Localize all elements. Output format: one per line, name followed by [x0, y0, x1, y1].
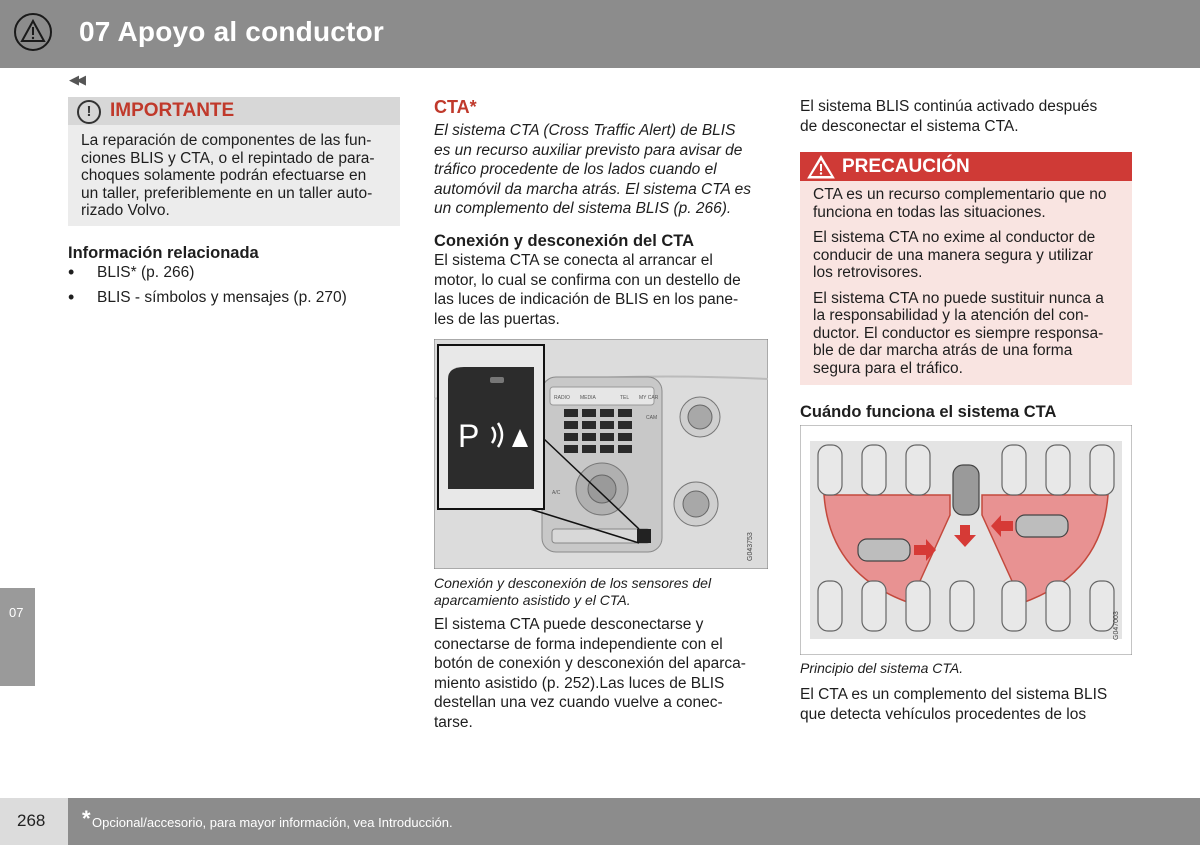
previous-page-icon[interactable]: ◀◀ — [69, 72, 83, 87]
media-button-label: MEDIA — [580, 395, 596, 401]
caution-line: los retrovisores. — [813, 264, 923, 281]
tel-button-label: TEL — [620, 395, 630, 401]
caution-box — [800, 152, 1132, 385]
radio-button-label: RADIO — [554, 395, 570, 401]
figure-caption: Principio del sistema CTA. — [800, 660, 964, 676]
figure-caption — [434, 575, 769, 608]
caution-line: El sistema CTA no exime al conductor de — [813, 229, 1096, 246]
page-number-box — [0, 798, 68, 845]
related-link-blis-symbols[interactable]: • BLIS - símbolos y mensajes (p. 270) — [68, 289, 347, 314]
figure-id: G043753 — [747, 532, 754, 561]
blis-line: de desconectar el sistema CTA. — [800, 117, 1019, 135]
important-text — [68, 125, 400, 220]
park-assist-symbol: P — [458, 418, 480, 454]
caution-line: funciona en todas las situaciones. — [813, 203, 1046, 221]
caution-bar — [800, 152, 1132, 181]
caution-line: conducir de una manera segura y utilizar — [813, 246, 1094, 264]
cta-intro-line: El sistema CTA (Cross Traffic Alert) de BLIS — [434, 122, 736, 139]
parked-cars-bottom — [818, 581, 1114, 631]
cta-diagram — [800, 425, 1132, 655]
cuando-heading: Cuándo funciona el sistema CTA — [800, 403, 1057, 421]
indep-line: El sistema CTA puede desconectarse y — [434, 616, 704, 633]
page-title: 07 Apoyo al conductor — [79, 16, 384, 47]
caution-line: ductor. El conductor es siempre responsa- — [813, 324, 1104, 342]
important-line: choques solamente podrán efectuarse en — [81, 167, 367, 184]
caution-line: El sistema CTA no puede sustituir nunca a — [813, 289, 1104, 307]
final-line: El CTA es un complemento del sistema BLIS — [800, 686, 1108, 703]
chapter-tab-label: 07 — [9, 605, 24, 620]
warning-circle-icon — [14, 13, 52, 51]
page-number: 268 — [17, 811, 46, 830]
chapter-tab[interactable] — [0, 588, 35, 686]
caution-text — [800, 181, 1132, 377]
indep-line: botón de conexión y desconexión del aparca- — [434, 655, 746, 672]
related-list — [68, 264, 347, 314]
cta-intro-line: un complemento del sistema BLIS (p. 266). — [434, 200, 732, 217]
indep-line: miento asistido (p. 252).Las luces de BLIS — [434, 674, 725, 692]
indep-line: conectarse de forma independiente con el — [434, 635, 723, 653]
conexion-line: El sistema CTA se conecta al arrancar el — [434, 252, 713, 269]
cta-intro-line: automóvil da marcha atrás. El sistema CTA es — [434, 180, 752, 198]
cta-intro-line: es un recurso auxiliar previsto para avisar de — [434, 141, 743, 159]
related-heading: Información relacionada — [68, 244, 259, 262]
blis-line: El sistema BLIS continúa activado después — [800, 98, 1098, 115]
conexion-text — [434, 251, 769, 329]
final-line: que detecta vehículos procedentes de los — [800, 705, 1087, 723]
reversing-car — [953, 465, 979, 515]
conexion-line: les de las puertas. — [434, 310, 560, 328]
figure-id: G047003 — [1113, 611, 1120, 640]
important-title: IMPORTANTE — [110, 100, 235, 121]
independent-text — [434, 615, 769, 732]
related-link-blis[interactable]: • BLIS* (p. 266) — [68, 264, 347, 289]
cam-button-label: CAM — [646, 415, 658, 421]
important-line: ciones BLIS y CTA, o el repintado de para- — [81, 149, 375, 167]
conexion-line: las luces de indicación de BLIS en los pane- — [434, 291, 739, 308]
header-icon-block — [0, 0, 68, 68]
console-figure — [434, 339, 768, 569]
important-box — [68, 97, 400, 226]
blis-note — [800, 97, 1132, 136]
important-line: rizado Volvo. — [81, 202, 170, 219]
footnote-star: * — [82, 806, 91, 831]
caution-paragraph — [813, 186, 1120, 221]
caution-line: CTA es un recurso complementario que no — [813, 186, 1107, 203]
indep-line: tarse. — [434, 713, 473, 731]
exclamation-icon: ! — [77, 100, 101, 124]
caution-title: PRECAUCIÓN — [842, 156, 970, 177]
caution-line: la responsabilidad y la atención del con- — [813, 307, 1089, 324]
footnote-text: Opcional/accesorio, para mayor información, vea Introducción. — [92, 815, 453, 830]
final-text — [800, 685, 1132, 724]
conexion-heading: Conexión y desconexión del CTA — [434, 232, 695, 250]
page-header — [0, 0, 1200, 68]
crossing-car-left — [858, 539, 910, 561]
indep-line: destellan una vez cuando vuelve a conec- — [434, 694, 723, 711]
important-line: La reparación de componentes de las fun- — [81, 132, 372, 149]
important-line: un taller, preferiblemente en un taller auto- — [81, 184, 373, 202]
cta-intro — [434, 121, 769, 219]
caption-line: Conexión y desconexión de los sensores del — [434, 575, 712, 591]
cta-title: CTA* — [434, 97, 477, 117]
page-footer — [68, 798, 1200, 845]
ac-button-label: A/C — [552, 490, 561, 496]
caution-paragraph — [813, 290, 1120, 378]
conexion-line: motor, lo cual se confirma con un destello de — [434, 271, 741, 289]
crossing-car-right — [1016, 515, 1068, 537]
caption-line: aparcamiento asistido y el CTA. — [434, 591, 631, 608]
caution-line: segura para el tráfico. — [813, 359, 963, 377]
cta-intro-line: tráfico procedente de los lados cuando el — [434, 161, 717, 178]
caution-line: ble de dar marcha atrás de una forma — [813, 342, 1073, 359]
warning-triangle-icon — [806, 154, 836, 180]
important-bar — [68, 97, 400, 125]
caution-paragraph — [813, 229, 1120, 282]
mycar-button-label: MY CAR — [639, 395, 659, 401]
